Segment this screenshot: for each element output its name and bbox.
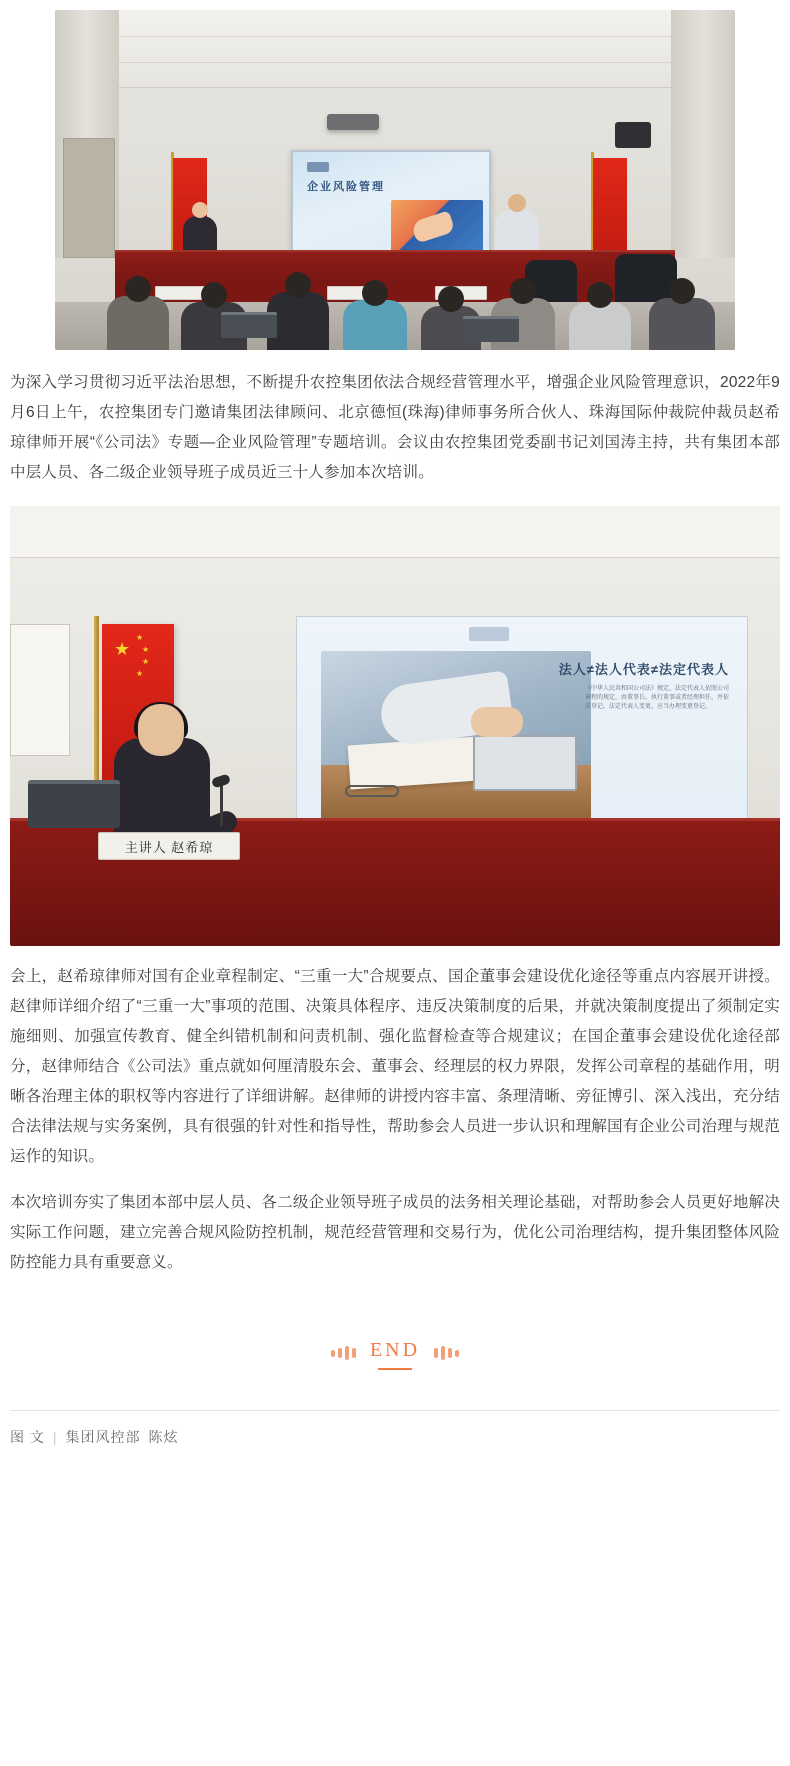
- credit-prefix: 图 文: [10, 1429, 45, 1445]
- flag-star-small-icon: ★: [136, 633, 144, 642]
- slide-title: 企业风险管理: [307, 181, 385, 193]
- door: [63, 138, 115, 258]
- slide-logo-icon: [307, 162, 329, 172]
- slide-photo-glasses: [345, 785, 399, 797]
- lecturer-podium-photo: [10, 506, 780, 946]
- lecturer-nameplate: 主讲人 赵希琼: [98, 832, 240, 860]
- lecturer-head: [138, 704, 184, 756]
- laurel-right-icon: [434, 1346, 459, 1360]
- laptop: [463, 316, 519, 342]
- wall-speaker: [615, 122, 651, 148]
- ceiling-line: [55, 36, 735, 37]
- slide-hand-graphic: [411, 210, 456, 243]
- projection-screen: [291, 150, 491, 260]
- curtain-right: [671, 10, 735, 258]
- audience-person: [107, 296, 169, 350]
- slide-title: 法人≠法人代表≠法定代表人: [558, 662, 729, 677]
- end-label: END: [370, 1339, 420, 1368]
- audience-person: [343, 300, 407, 350]
- credit-department: 集团风控部: [65, 1429, 141, 1445]
- slide-photo: [321, 651, 591, 827]
- laptop: [221, 312, 277, 338]
- end-mark: [0, 1318, 790, 1388]
- ceiling: [10, 506, 780, 558]
- flag-star-large-icon: ★: [114, 639, 131, 659]
- flag-star-small-icon: ★: [136, 669, 144, 678]
- paragraph-3: 本次培训夯实了集团本部中层人员、各二级企业领导班子成员的法务相关理论基础，对帮助参会人员更好地解决实际工作问题，建立完善合规风险防控机制，规范经营管理和交易行为，优化公司治理结构，提升集团整体风险防控能力具有重要意义。: [10, 1194, 780, 1271]
- paragraph-1: 为深入学习贯彻习近平法治思想，不断提升农控集团依法合规经营管理水平，增强企业风险管理意识，2022年9月6日上午，农控集团专门邀请集团法律顾问、北京德恒(珠海)律师事务所合伙人、珠海国际仲裁院仲裁员赵希琼律师开展“《公司法》专题—企业风险管理”专题培训。会议由农控集团党委副书记刘国涛主持，共有集团本部中层人员、各二级企业领导班子成员近三十人参加本次培训。: [10, 374, 780, 481]
- slide-image: [391, 200, 483, 252]
- china-flag-right: [593, 158, 627, 262]
- flag-star-small-icon: ★: [142, 645, 150, 654]
- credit-separator: |: [52, 1429, 58, 1445]
- audience-person: [649, 298, 715, 350]
- slide-photo-document: [348, 737, 481, 790]
- paragraph-2: 会上，赵希琼律师对国有企业章程制定、“三重一大”合规要点、国企董事会建设优化途径等重点内容展开讲授。赵律师详细介绍了“三重一大”事项的范围、决策具体程序、违反决策制度的后果，并就决策制度提出了须制定实施细则、加强宣传教育、健全纠错机制和问责机制、强化监督检查等合规建议；在国企董事会建设优化途径部分，赵律师结合《公司法》重点就如何厘清股东会、董事会、经理层的权力界限，发挥公司章程的基础作用，明晰各治理主体的职权等内容进行了详细讲解。赵律师的讲授内容丰富、条理清晰、旁征博引、深入浅出，充分结合法律法规与实务案例，具有很强的针对性和指导性，帮助参会人员进一步认识和理解国有企业公司治理与规范运作的知识。: [10, 968, 780, 1165]
- flag-star-small-icon: ★: [142, 657, 150, 666]
- slide-body-text: 《中华人民共和国公司法》规定，法定代表人依照公司章程的规定，由董事长、执行董事或者经理担任，并依法登记。法定代表人变更，应当办理变更登记。: [585, 686, 730, 710]
- laptop: [28, 780, 120, 828]
- slide-logo-icon: [469, 627, 509, 641]
- wall-board: [10, 624, 70, 756]
- credit-author: 陈炫: [148, 1429, 179, 1445]
- slide-photo-laptop: [473, 735, 577, 791]
- projector: [327, 114, 379, 130]
- footer-credits: [10, 1411, 780, 1465]
- ceiling: [55, 10, 735, 88]
- ceiling-line: [55, 62, 735, 63]
- article-body: [0, 10, 790, 1465]
- microphone-stand: [220, 780, 223, 826]
- laurel-left-icon: [331, 1346, 356, 1360]
- conference-room-photo: [55, 10, 735, 350]
- audience-person: [569, 302, 631, 350]
- slide-photo-hand: [471, 707, 523, 737]
